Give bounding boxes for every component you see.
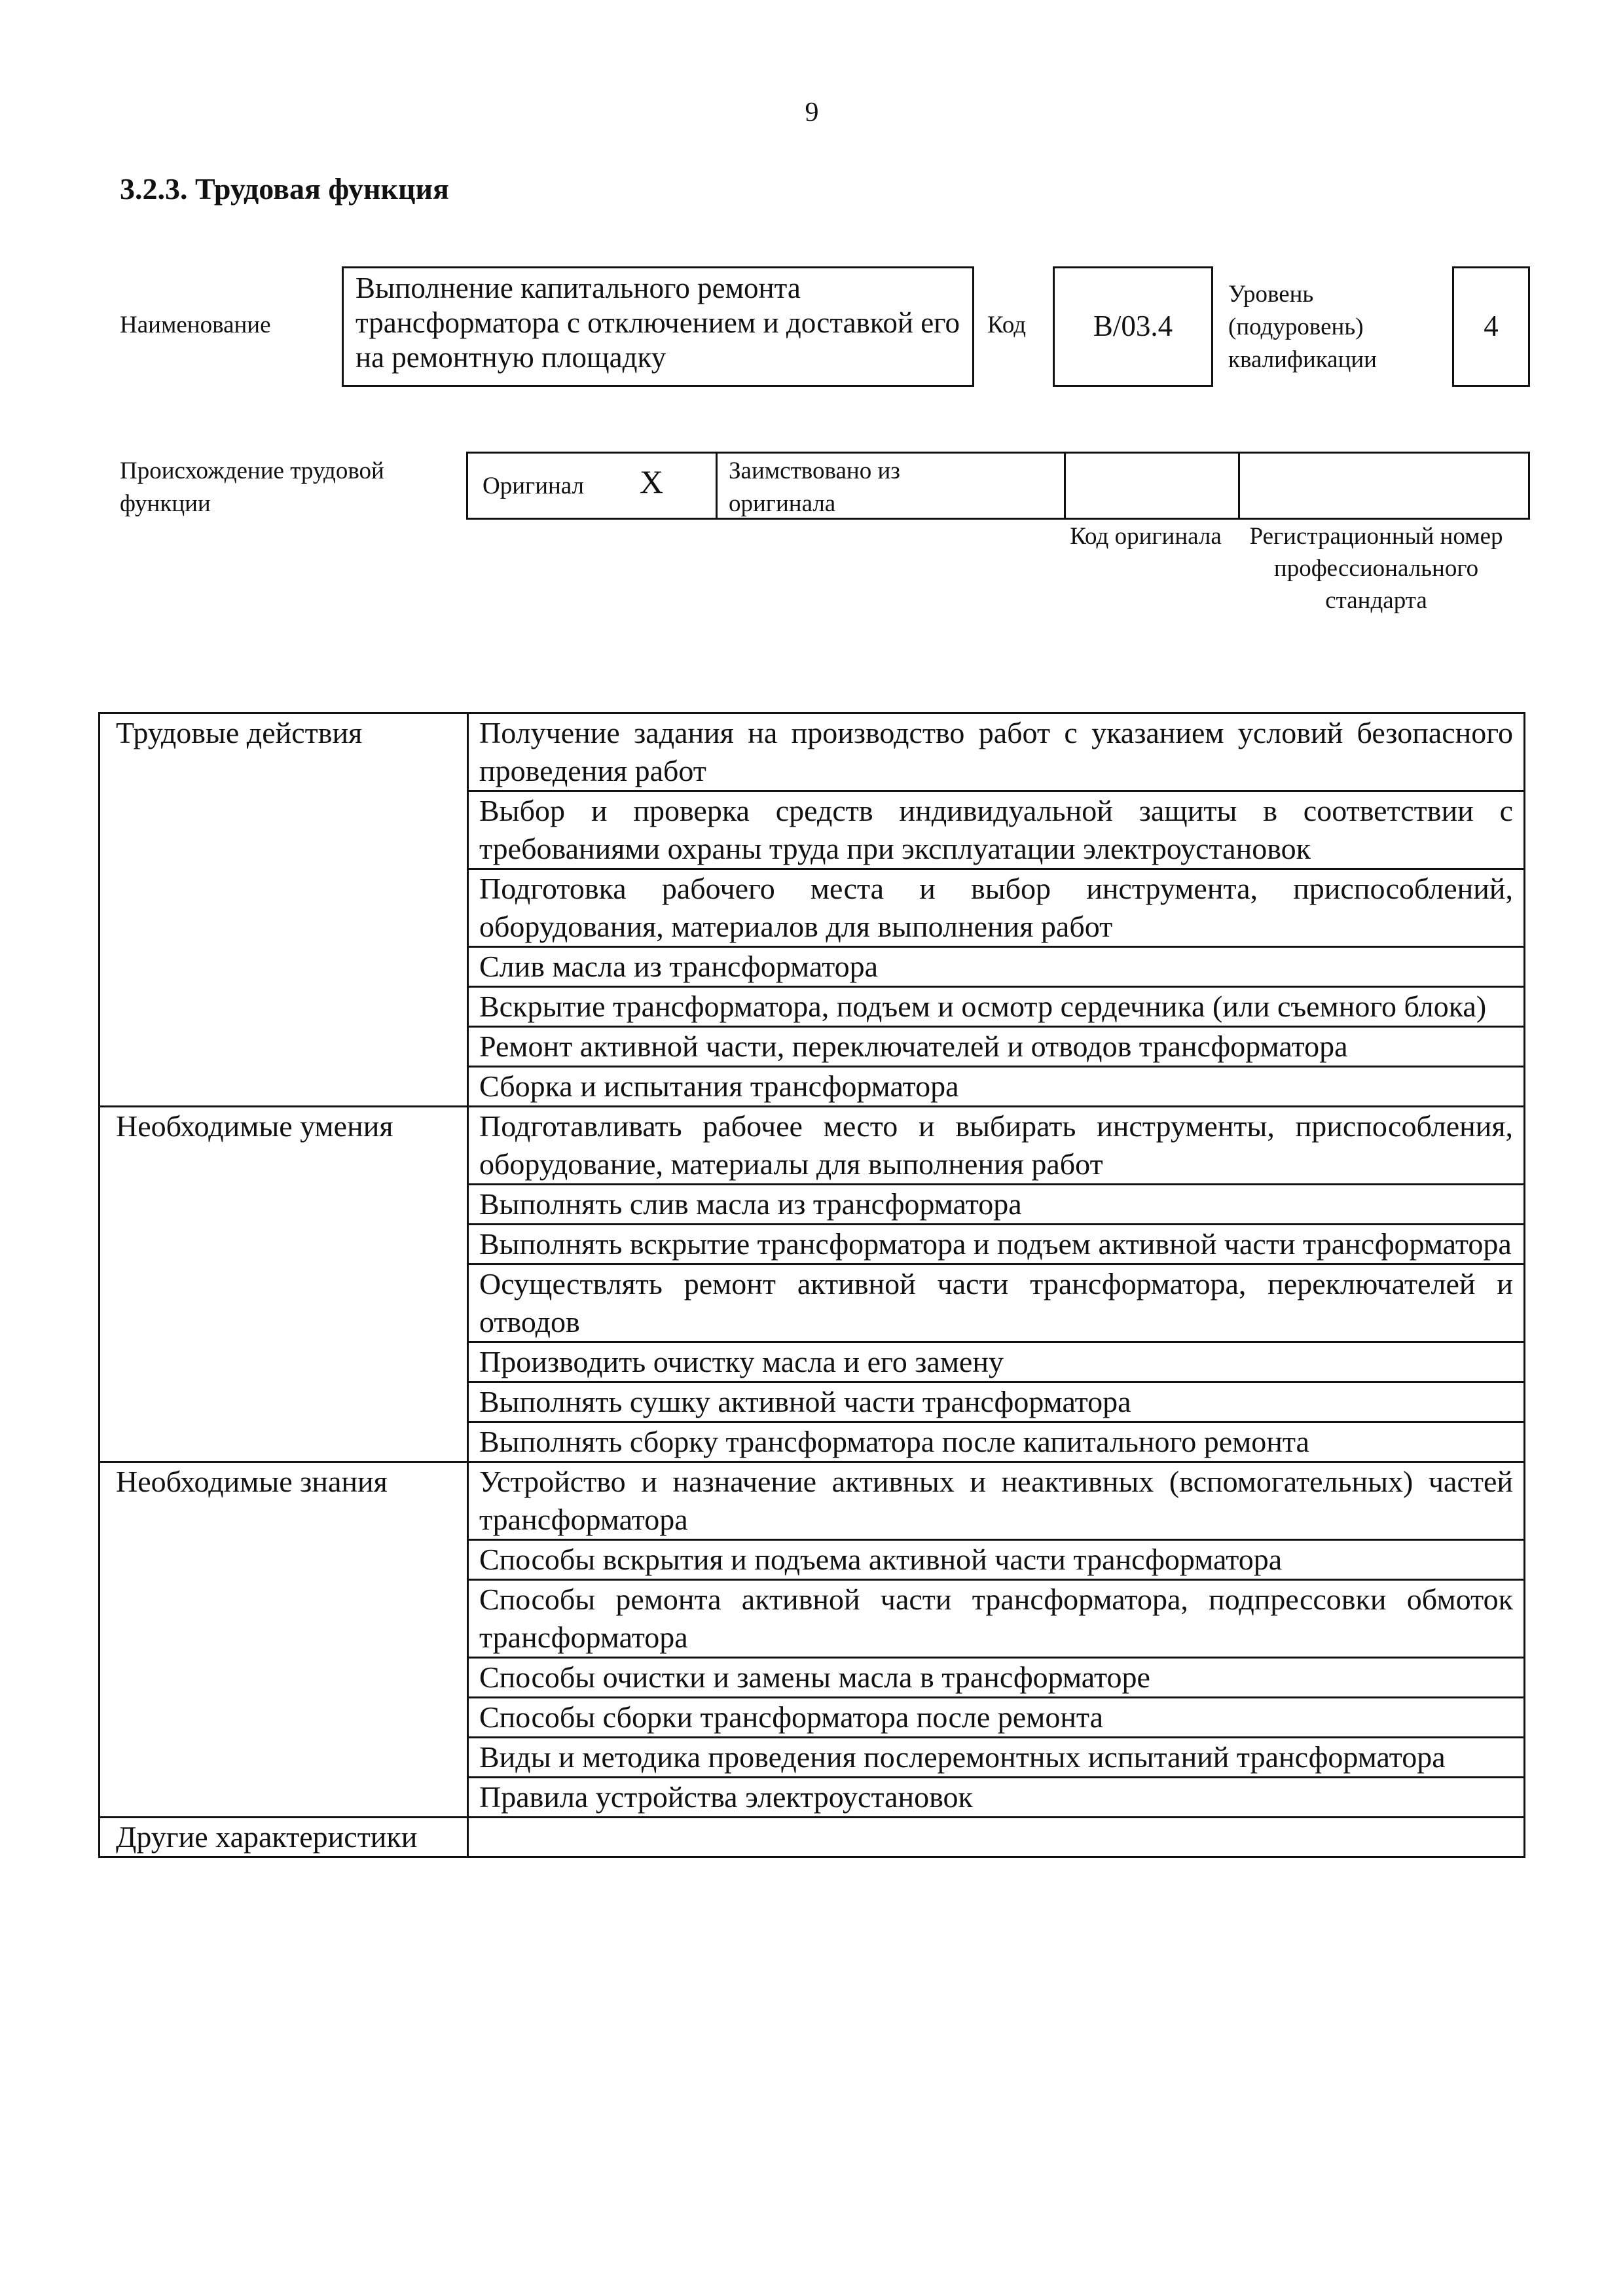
level-label: Уровень (подуровень) квалификации — [1228, 281, 1377, 373]
page-number: 9 — [805, 98, 819, 128]
action-item: Слив масла из трансформатора — [468, 947, 1525, 987]
regnum-caption: Регистрационный номер профессионального стандарта — [1249, 523, 1503, 614]
knowledge-item: Способы вскрытия и подъема активной части трансформатора — [468, 1540, 1525, 1580]
code-label: Код — [987, 312, 1027, 338]
table-row — [100, 1107, 1525, 1185]
origin-box — [466, 452, 1530, 520]
origin-label: Происхождение трудовой функции — [120, 457, 384, 517]
knowledge-label: Необходимые знания — [100, 1462, 468, 1818]
borrowed-label: Заимствовано из оригинала — [729, 457, 900, 517]
origin-divider — [716, 454, 718, 518]
original-mark: X — [640, 463, 664, 500]
knowledge-item: Правила устройства электроустановок — [468, 1778, 1525, 1818]
action-item: Сборка и испытания трансформатора — [468, 1067, 1525, 1107]
action-item: Выбор и проверка средств индивидуальной защиты в соответствии с требованиями охраны труда при эксплуатации электроустановок — [468, 791, 1525, 869]
knowledge-item: Способы очистки и замены масла в трансформаторе — [468, 1658, 1525, 1698]
skills-label: Необходимые умения — [100, 1107, 468, 1462]
other-value — [468, 1818, 1525, 1857]
original-label: Оригинал — [483, 473, 585, 499]
skill-item: Выполнять слив масла из трансформатора — [468, 1185, 1525, 1225]
skill-item: Подготавливать рабочее место и выбирать инструменты, приспособления, оборудование, материалы для выполнения работ — [468, 1107, 1525, 1185]
origin-divider — [1064, 454, 1066, 518]
name-value: Выполнение капитального ремонта трансформатора с отключением и доставкой его на ремонтную площадку — [356, 272, 960, 374]
knowledge-item: Устройство и назначение активных и неактивных (вспомогательных) частей трансформатора — [468, 1462, 1525, 1540]
level-value: 4 — [1484, 310, 1499, 342]
name-value-box — [342, 266, 974, 387]
skill-item: Выполнять вскрытие трансформатора и подъем активной части трансформатора — [468, 1225, 1525, 1265]
table-row — [100, 713, 1525, 791]
code-value-box — [1053, 266, 1213, 387]
origin-divider — [1238, 454, 1240, 518]
name-label: Наименование — [120, 312, 271, 338]
code-caption: Код оригинала — [1070, 523, 1222, 550]
level-value-box — [1452, 266, 1530, 387]
code-value: B/03.4 — [1093, 310, 1173, 342]
section-title: 3.2.3. Трудовая функция — [120, 172, 449, 206]
table-row — [100, 1818, 1525, 1857]
action-item: Вскрытие трансформатора, подъем и осмотр сердечника (или съемного блока) — [468, 987, 1525, 1027]
action-item: Подготовка рабочего места и выбор инструмента, приспособлений, оборудования, материалов для выполнения работ — [468, 869, 1525, 947]
function-table — [98, 712, 1525, 1858]
skill-item: Выполнять сушку активной части трансформатора — [468, 1382, 1525, 1422]
knowledge-item: Способы сборки трансформатора после ремонта — [468, 1698, 1525, 1738]
other-label: Другие характеристики — [100, 1818, 468, 1857]
skill-item: Выполнять сборку трансформатора после капитального ремонта — [468, 1422, 1525, 1462]
knowledge-item: Способы ремонта активной части трансформатора, подпрессовки обмоток трансформатора — [468, 1580, 1525, 1658]
action-item: Получение задания на производство работ с указанием условий безопасного проведения работ — [468, 713, 1525, 791]
table-row — [100, 1462, 1525, 1540]
skill-item: Производить очистку масла и его замену — [468, 1342, 1525, 1382]
action-item: Ремонт активной части, переключателей и отводов трансформатора — [468, 1027, 1525, 1067]
actions-label: Трудовые действия — [100, 713, 468, 1107]
skill-item: Осуществлять ремонт активной части трансформатора, переключателей и отводов — [468, 1265, 1525, 1342]
knowledge-item: Виды и методика проведения послеремонтных испытаний трансформатора — [468, 1738, 1525, 1778]
